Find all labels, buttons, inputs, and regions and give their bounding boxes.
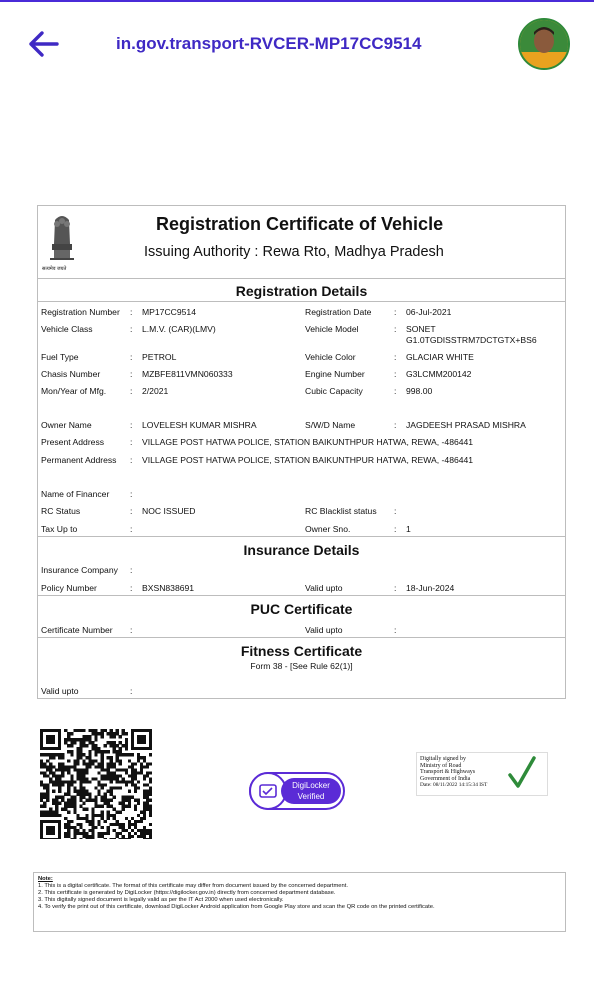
colon: : <box>130 686 133 696</box>
reg-number-value: MP17CC9514 <box>142 307 196 317</box>
insurance-valid-value: 18-Jun-2024 <box>406 583 455 593</box>
tax-upto-label: Tax Up to <box>41 524 78 534</box>
mfg-value: 2/2021 <box>142 386 169 396</box>
owner-sno-value: 1 <box>406 524 411 534</box>
colon: : <box>394 324 397 334</box>
sig-date: Date: 08/11/2022 14:15:34 IST <box>420 782 488 789</box>
colon: : <box>130 369 133 379</box>
sig-line: Ministry of Road <box>420 762 462 769</box>
cubic-capacity-label: Cubic Capacity <box>305 386 363 396</box>
financer-label: Name of Financer <box>41 489 110 499</box>
swd-name-value: JAGDEESH PRASAD MISHRA <box>406 420 526 430</box>
colon: : <box>394 307 397 317</box>
registration-details-heading: Registration Details <box>235 283 368 299</box>
colon: : <box>130 420 133 430</box>
rc-status-label: RC Status <box>41 506 81 516</box>
reg-date-label: Registration Date <box>305 307 372 317</box>
insurance-company-label: Insurance Company <box>41 565 118 575</box>
swd-name-label: S/W/D Name <box>305 420 356 430</box>
fuel-type-label: Fuel Type <box>41 352 79 362</box>
vehicle-class-label: Vehicle Class <box>41 324 93 334</box>
vehicle-model-value-line2: G1.0TGDISSTRM7DCTGTX+BS6 <box>406 335 537 345</box>
colon: : <box>130 324 133 334</box>
note-heading: Note: <box>38 876 53 882</box>
colon: : <box>130 307 133 317</box>
sig-line: Transport & Highways <box>420 769 476 776</box>
note-line: 1. This is a digital certificate. The format of this certificate may differ from document issued by the concerned department. <box>38 883 348 889</box>
reg-number-label: Registration Number <box>41 307 120 317</box>
colon: : <box>394 524 397 534</box>
avatar[interactable] <box>518 18 570 70</box>
certificate-title: Registration Certificate of Vehicle <box>156 214 444 234</box>
note-line: 4. To verify the print out of this certificate, download DigiLocker Android application from Google Play store and scan the QR code on the printed certificate. <box>38 904 435 910</box>
note-line: 3. This digitally signed document is legally valid as per the IT Act 2000 when used electronically. <box>38 897 284 903</box>
certificate-header <box>38 206 565 279</box>
divider <box>38 637 565 638</box>
policy-number-label: Policy Number <box>41 583 97 593</box>
puc-valid-label: Valid upto <box>305 625 343 635</box>
issuing-authority: Issuing Authority : Rewa Rto, Madhya Pradesh <box>144 244 444 260</box>
permanent-address-label: Permanent Address <box>41 455 117 465</box>
present-address-value: VILLAGE POST HATWA POLICE, STATION BAIKUNTHPUR HATWA, REWA, -486441 <box>142 437 474 447</box>
sig-line: Government of India <box>420 775 471 782</box>
rc-blacklist-label: RC Blacklist status <box>305 506 377 516</box>
rc-status-value: NOC ISSUED <box>142 506 196 516</box>
fitness-form: Form 38 - [See Rule 62(1)] <box>250 661 353 671</box>
divider <box>38 301 565 302</box>
engine-number-value: G3LCMM200142 <box>406 369 472 379</box>
colon: : <box>130 437 133 447</box>
sig-line: Digitally signed by <box>420 756 466 762</box>
colon: : <box>394 369 397 379</box>
vehicle-model-label: Vehicle Model <box>305 324 359 334</box>
note-line: 2. This certificate is generated by DigiLocker (https://digilocker.gov.in) directly from concerned department database. <box>38 890 336 896</box>
colon: : <box>394 420 397 430</box>
owner-name-value: LOVELESH KUMAR MISHRA <box>142 420 257 430</box>
insurance-heading: Insurance Details <box>243 542 360 558</box>
qr-code <box>40 729 152 839</box>
registration-certificate <box>37 205 566 699</box>
present-address-label: Present Address <box>41 437 105 447</box>
top-accent-line <box>0 0 594 2</box>
colon: : <box>130 565 133 575</box>
puc-heading: PUC Certificate <box>250 601 353 617</box>
colon: : <box>394 625 397 635</box>
colon: : <box>130 386 133 396</box>
mfg-label: Mon/Year of Mfg. <box>41 386 107 396</box>
insurance-valid-label: Valid upto <box>305 583 343 593</box>
vehicle-model-value: SONET <box>406 324 436 334</box>
colon: : <box>130 489 133 499</box>
colon: : <box>130 352 133 362</box>
owner-sno-label: Owner Sno. <box>305 524 351 534</box>
divider <box>38 536 565 537</box>
engine-number-label: Engine Number <box>305 369 365 379</box>
puc-cert-number-label: Certificate Number <box>41 625 113 635</box>
colon: : <box>130 455 133 465</box>
digilocker-verified-badge <box>249 772 345 810</box>
colon: : <box>394 583 397 593</box>
cubic-capacity-value: 998.00 <box>406 386 433 396</box>
chasis-number-label: Chasis Number <box>41 369 101 379</box>
ashoka-emblem-icon <box>44 210 80 270</box>
back-arrow-icon[interactable] <box>28 28 60 60</box>
reg-date-value: 06-Jul-2021 <box>406 307 452 317</box>
vehicle-class-value: L.M.V. (CAR)(LMV) <box>142 324 216 334</box>
divider <box>38 595 565 596</box>
colon: : <box>130 583 133 593</box>
check-icon <box>507 755 537 791</box>
policy-number-value: BXSN838691 <box>142 583 195 593</box>
fuel-type-value: PETROL <box>142 352 177 362</box>
colon: : <box>394 506 397 516</box>
owner-name-label: Owner Name <box>41 420 92 430</box>
document-title: in.gov.transport-RVCER-MP17CC9514 <box>116 34 422 53</box>
digilocker-label <box>281 778 341 804</box>
digilocker-text: DigiLocker <box>292 781 330 790</box>
emblem-caption: सत्यमेव जयते <box>42 266 67 272</box>
colon: : <box>394 352 397 362</box>
vehicle-color-label: Vehicle Color <box>305 352 356 362</box>
verified-text: Verified <box>297 792 325 801</box>
colon: : <box>394 386 397 396</box>
colon: : <box>130 625 133 635</box>
digital-signature <box>416 752 548 796</box>
colon: : <box>130 506 133 516</box>
permanent-address-value: VILLAGE POST HATWA POLICE, STATION BAIKUNTHPUR HATWA, REWA, -486441 <box>142 455 474 465</box>
fitness-heading: Fitness Certificate <box>240 643 363 659</box>
vehicle-color-value: GLACIAR WHITE <box>406 352 474 362</box>
fitness-valid-label: Valid upto <box>41 686 79 696</box>
chasis-number-value: MZBFE811VMN060333 <box>142 369 233 379</box>
colon: : <box>130 524 133 534</box>
note-box <box>33 872 566 932</box>
